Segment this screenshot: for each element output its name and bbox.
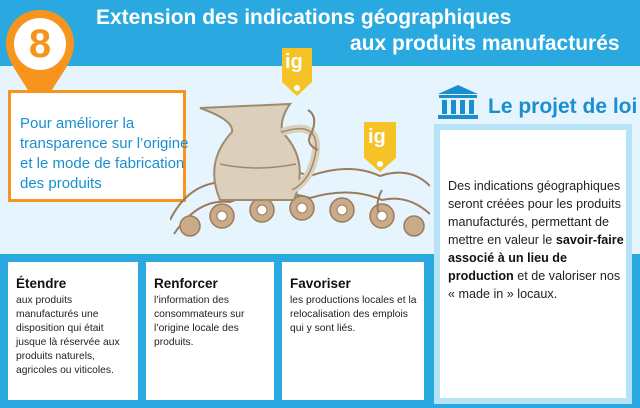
- title-line-2: aux produits manufacturés: [350, 32, 620, 55]
- jug-icon: [200, 104, 316, 200]
- card-body: l’information des consommateurs sur l’origine locale des produits.: [154, 295, 245, 348]
- law-text-part-2: et de valoriser nos « made in » locaux.: [448, 269, 621, 301]
- ig-tag-label: ig: [368, 126, 386, 148]
- law-text: [448, 177, 624, 303]
- ig-tag-label: ig: [285, 51, 303, 73]
- chapter-number: 8: [28, 22, 52, 66]
- law-text-bold: savoir-faire associé à un lieu de production: [448, 233, 624, 283]
- card-favoriser: [282, 262, 424, 400]
- card-body: les productions locales et la relocalisation des emplois qui y sont liés.: [290, 295, 417, 334]
- card-heading: Renforcer: [154, 276, 218, 291]
- title-line-1: Extension des indications géographiques: [96, 6, 512, 29]
- parliament-icon: [436, 84, 480, 120]
- card-heading: Étendre: [16, 276, 67, 291]
- card-body: aux produits manufacturés une disposition qui était jusque là réservée aux produits naturels, agricoles ou viticoles.: [16, 295, 120, 376]
- callout-text: Pour améliorer la transparence sur l’origine et le mode de fabrication des produits: [20, 115, 189, 192]
- card-renforcer: [146, 262, 274, 400]
- law-text-part-1: Des indications géographiques seront créées pour les produits manufacturés, permettant de mettre en valeur le: [448, 179, 621, 247]
- law-title: Le projet de loi: [488, 95, 638, 118]
- card-etendre: [8, 262, 138, 400]
- card-heading: Favoriser: [290, 276, 351, 291]
